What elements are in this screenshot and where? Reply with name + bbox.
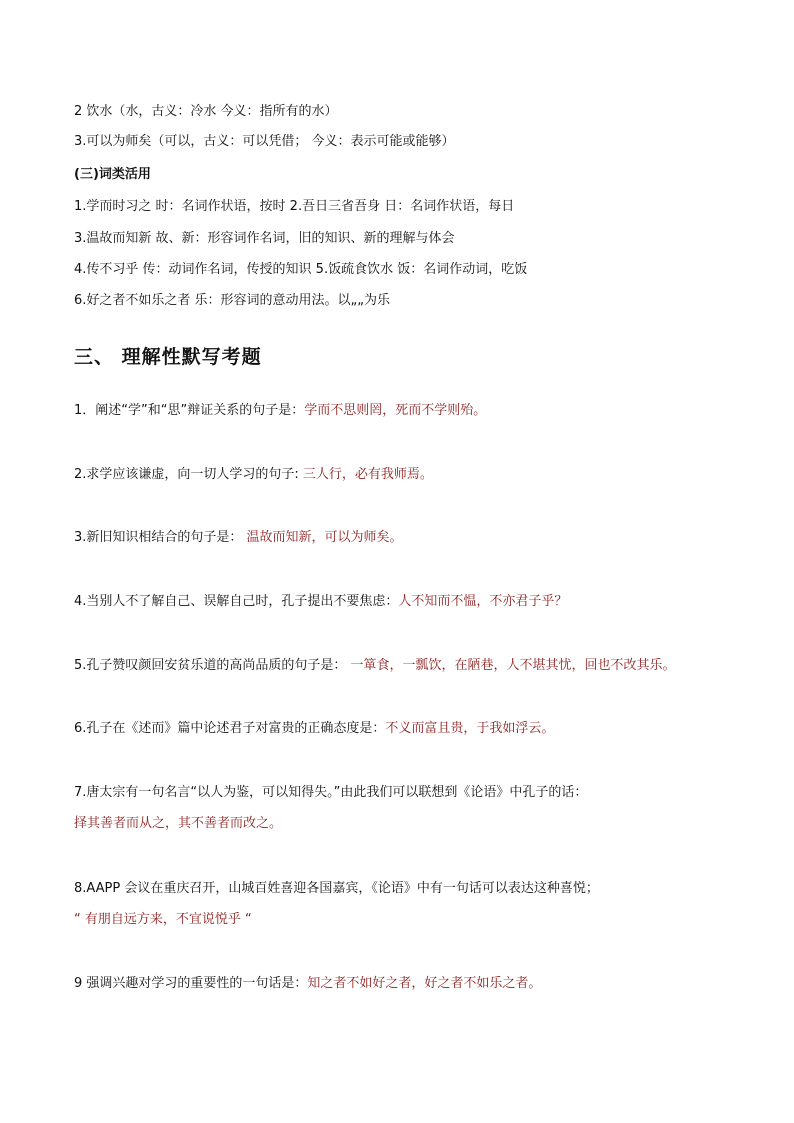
question-item — [74, 975, 754, 993]
question-text: 4.当别人不了解自己、误解自己时，孔子提出不要焦虑： — [74, 594, 399, 609]
question-item — [74, 529, 754, 547]
answer-text: 一箪食，一瓢饮，在陋巷，人不堪其忧，回也不改其乐。 — [350, 658, 676, 673]
question-item — [74, 466, 754, 484]
question-text: 3.新旧知识相结合的句子是： — [74, 530, 247, 545]
question-item — [74, 402, 754, 420]
section-title: 三、 理解性默写考题 — [74, 346, 262, 368]
question-text: 8.AAPP 会议在重庆召开，山城百姓喜迎各国嘉宾，《论语》中有一句话可以表达这种喜悦； — [74, 881, 599, 896]
usage-line: 1.学而时习之 时：名词作状语，按时 2.吾日三省吾身 日：名词作状语，每日 — [74, 199, 515, 214]
question-item — [74, 657, 754, 675]
answer-text: 不义而富且贵，于我如浮云。 — [385, 721, 555, 736]
usage-line: 3.温故而知新 故、新：形容词作名词，旧的知识、新的理解与体会 — [74, 231, 455, 246]
answer-text: 知之者不如好之者，好之者不如乐之者。 — [307, 976, 542, 991]
vocab-line: 2 饮水（水，古义：冷水 今义：指所有的水） — [74, 104, 338, 119]
answer-text: 学而不思则罔，死而不学则殆。 — [304, 403, 487, 418]
answer-text: 温故而知新，可以为师矣。 — [246, 530, 403, 545]
subheading: (三)词类活用 — [74, 167, 151, 182]
question-text: 7.唐太宗有一句名言“以人为鉴，可以知得失。”由此我们可以联想到《论语》中孔子的话： — [74, 785, 588, 800]
vocab-line: 3.可以为师矣（可以，古义：可以凭借； 今义：表示可能或能够） — [74, 134, 455, 149]
question-text: 9 强调兴趣对学习的重要性的一句话是： — [74, 976, 308, 991]
answer-text: “ 有朋自远方来，不宜说悦乎 “ — [74, 912, 252, 927]
question-text: 6.孔子在《述而》篇中论述君子对富贵的正确态度是： — [74, 721, 386, 736]
answer-text: 择其善者而从之，其不善者而改之。 — [74, 816, 283, 831]
usage-line: 4.传不习乎 传：动词作名词，传授的知识 5.饭疏食饮水 饭：名词作动词，吃饭 — [74, 262, 528, 277]
usage-line: 6.好之者不如乐之者 乐：形容词的意动用法。以„„为乐 — [74, 293, 391, 308]
question-text: 5.孔子赞叹颜回安贫乐道的高尚品质的句子是： — [74, 658, 351, 673]
question-text: 1．阐述“学”和“思”辩证关系的句子是： — [74, 403, 305, 418]
question-item — [74, 720, 754, 738]
answer-text: 人不知而不愠，不亦君子乎？ — [398, 594, 568, 609]
question-text: 2.求学应该谦虚，向一切人学习的句子: — [74, 467, 303, 482]
answer-text: 三人行，必有我师焉。 — [302, 467, 433, 482]
question-item — [74, 593, 754, 611]
